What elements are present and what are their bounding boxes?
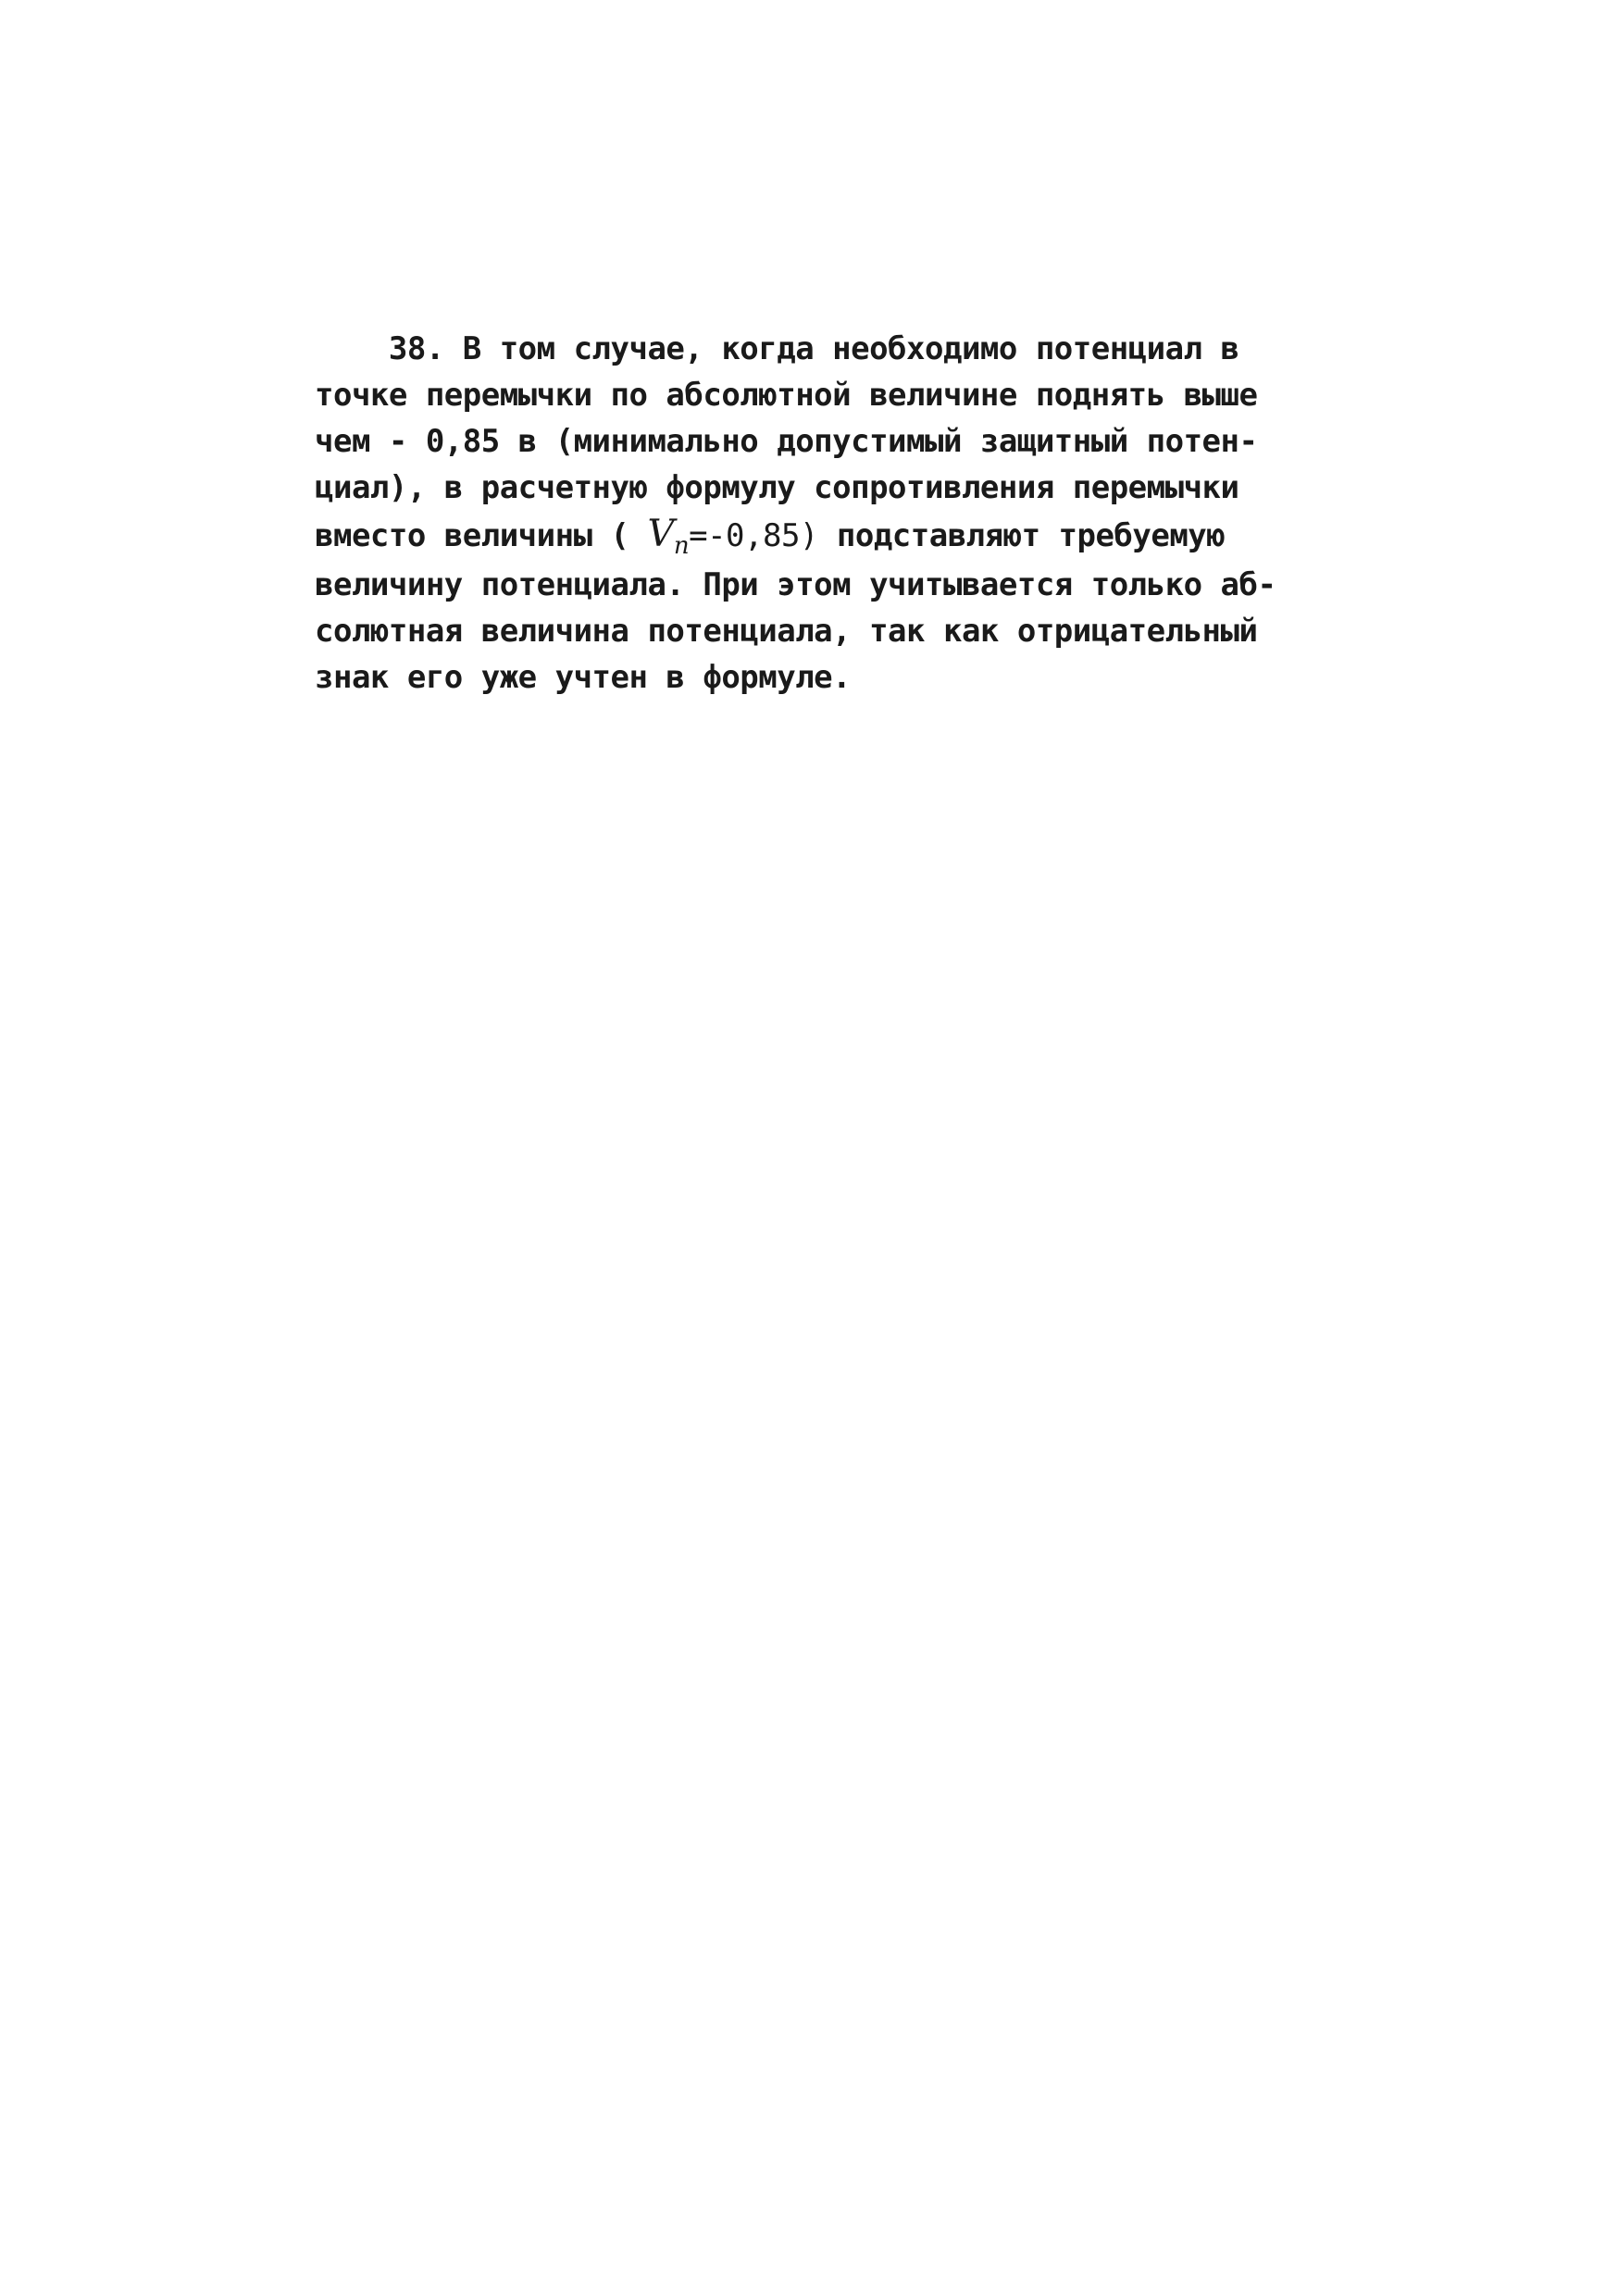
formula-variable: V xyxy=(647,513,674,555)
paragraph-38 xyxy=(315,326,1287,701)
paragraph-line: солютная величина потенциала, так как отрицательный xyxy=(315,613,1258,650)
paragraph-line: чем - 0,85 в (минимально допустимый защитный потен- xyxy=(315,423,1258,460)
paragraph-line: 38. В том случае, когда необходимо потенциал в xyxy=(315,330,1239,367)
paragraph-line: циал), в расчетную формулу сопротивления перемычки xyxy=(315,469,1239,506)
paragraph-line: знак его уже учтен в формуле. xyxy=(315,659,852,696)
paragraph-line: величину потенциала. При этом учитывается только аб- xyxy=(315,566,1276,603)
paragraph-line-formula xyxy=(315,511,1287,562)
paragraph-line: точке перемычки по абсолютной величине поднять выше xyxy=(315,377,1258,414)
formula-subscript: п xyxy=(673,532,690,560)
formula-line-suffix: подставляют требуемую xyxy=(817,517,1226,554)
formula-value: =-0,85) xyxy=(689,517,818,554)
formula-line-prefix: вместо величины ( xyxy=(315,517,648,554)
